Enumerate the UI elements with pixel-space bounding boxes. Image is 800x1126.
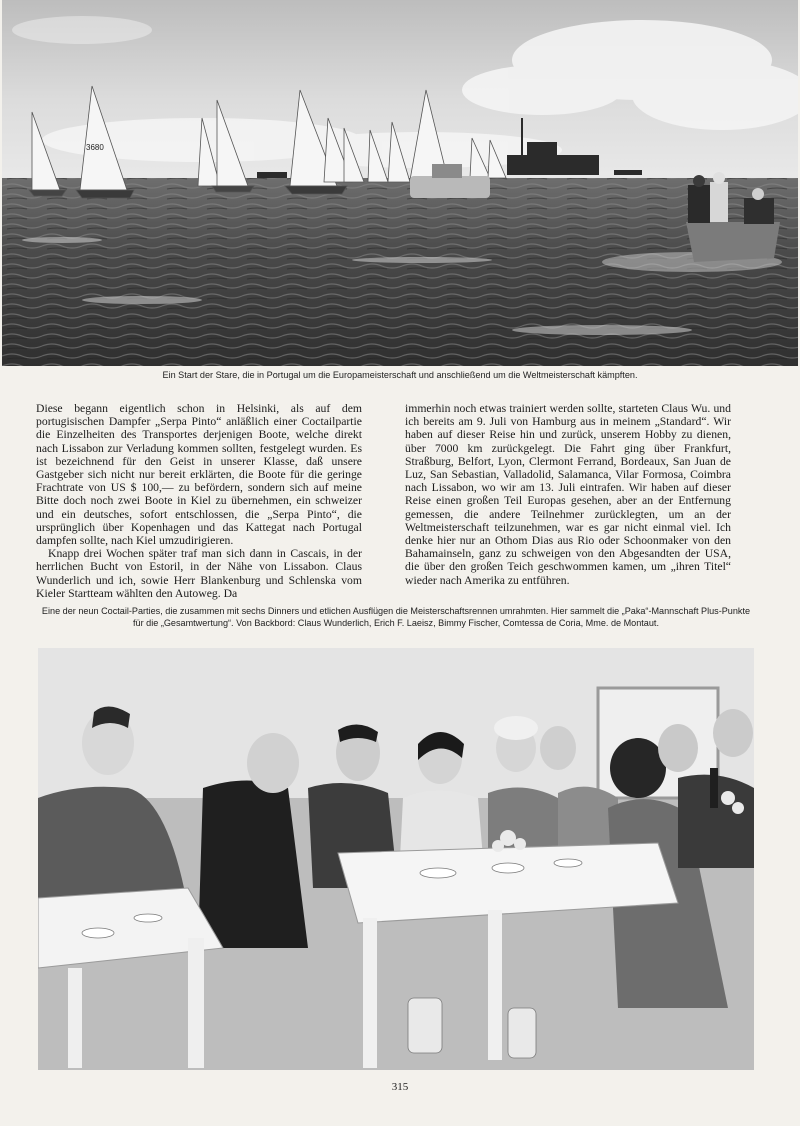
regatta-start-photo (2, 0, 798, 366)
regatta-start-image (2, 0, 798, 366)
article-column-left (36, 402, 362, 600)
cocktail-party-image (38, 648, 754, 1070)
article-column-right (405, 402, 731, 587)
cocktail-party-photo (38, 648, 754, 1070)
party-photo-caption: Eine der neun Coctail-Parties, die zusammen mit sechs Dinners und etlichen Ausflügen die Meisterschaftsrennen umrahmten. Hier sammelt die „Paka“-Mannschaft Plus-Punkte für die „Gesamtwertung“. Von Backbord: Claus Wunderlich, Erich F. Laeisz, Bimmy Fischer, Comtessa de Coria, Mme. de Montaut. (41, 606, 751, 628)
sail-number: 3680 (86, 143, 104, 152)
article-paragraph: Diese begann eigentlich schon in Helsinki, als auf dem portugisischen Dampfer „Serpa Pinto“ anläßlich einer Coctailpartie die Einzelheiten des Transportes derjenigen Boote, welche direkt nach Lissabon zur Verladung kommen sollten, festgelegt wurden. Es ist bezeichnend für den Geist in unserer Klasse, daß unsere Gastgeber sich nicht nur bereit erklärten, die Boote für die geringe Frachtrate von US $ 100,— zu befördern, sondern sich auf meine Bitte doch noch zwei Boote in Kiel zu übernehmen, ein schweizer und ein deutsches, sofort entschlossen, die „Serpa Pinto“, die ursprünglich über Kopenhagen und das Kattegat nach Portugal dampfen sollte, nach Kiel umzudirigieren. (36, 402, 362, 548)
article-paragraph: immerhin noch etwas trainiert werden sollte, starteten Claus Wu. und ich bereits am 9. Juli von Hamburg aus in meinem „Standard“. Wir haben auf dieser Reise hin und zurück, unserem Hobby zu dienen, über 7000 km zurückgelegt. Die Fahrt ging über Frankfurt, Straßburg, Belfort, Lyon, Clermont Ferrand, Bordeaux, San Juan de Luz, San Sebastian, Valladolid, Salamanca, Vilar Formosa, Coimbra nach Lissabon, wo wir am 13. Juli eintrafen. Wir haben auf dieser Reise einen großen Teil Europas gesehen, aber an der Entfernung gemessen, die andere Teilnehmer zurücklegten, um an der Weltmeisterschaft teilzunehmen, war es gar nicht einmal viel. Ich denke hier nur an Othom Dias aus Rio oder Schoonmaker von den Bahamainseln, ganz zu schweigen von den Abgesandten der USA, die über den großen Teich geschwommen kamen, um „ihren Titel“ wieder nach Amerika zu entführen. (405, 402, 731, 587)
article-paragraph: Knapp drei Wochen später traf man sich dann in Cascais, in der herrlichen Bucht von Estoril, in der Nähe von Lissabon. Claus Wunderlich und ich, sowie Herr Blankenburg und Schlenska vom Kieler Startteam wählten den Autoweg. Da (36, 547, 362, 600)
regatta-photo-caption: Ein Start der Stare, die in Portugal um die Europameisterschaft und anschließend um die Weltmeisterschaft kämpften. (162, 370, 638, 380)
page-number: 315 (391, 1081, 409, 1093)
